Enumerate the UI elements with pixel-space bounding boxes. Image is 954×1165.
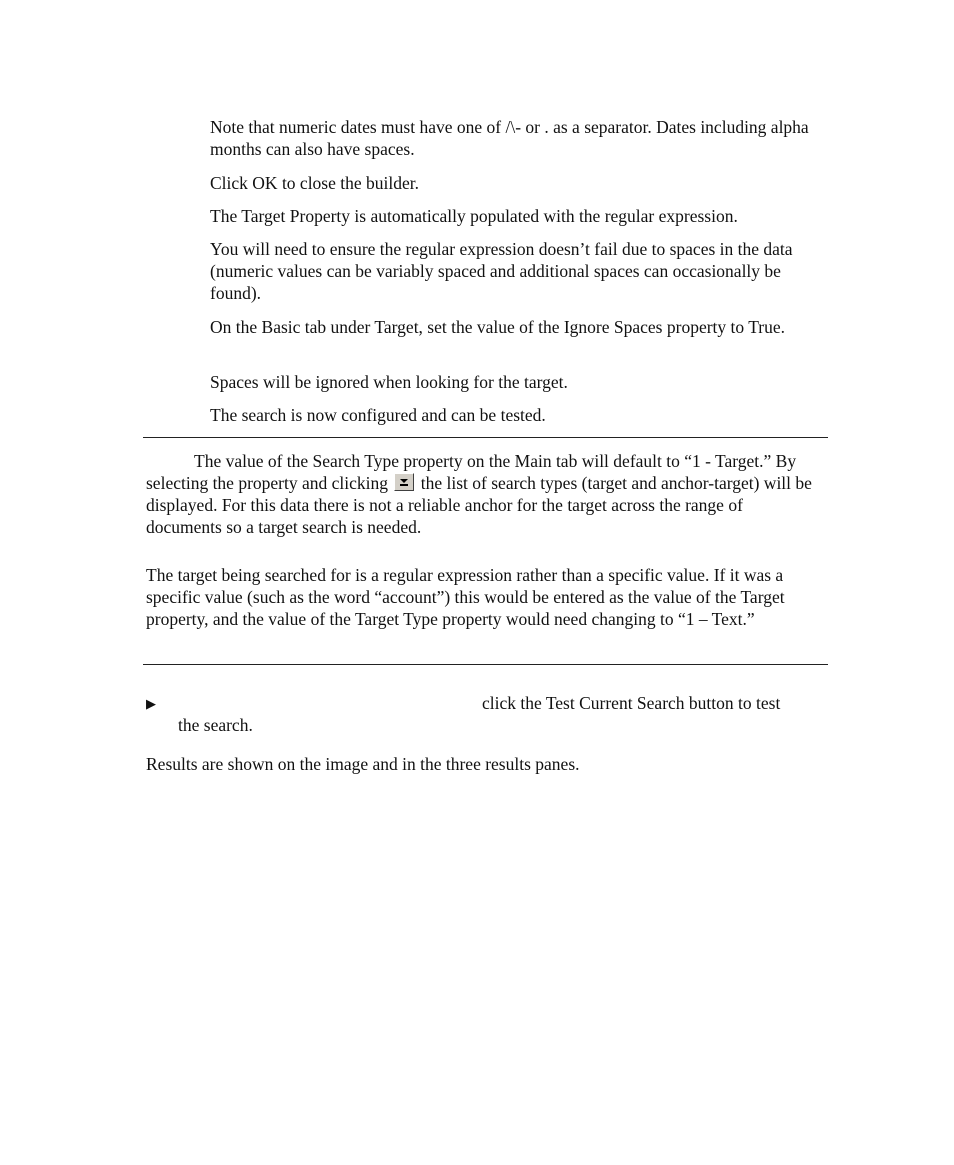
note-top-rule: [143, 437, 828, 438]
note-text-after: the list of search types (target and anchor-target) will be displayed. For this data there is not a reliable anchor for the target across the range of documents so a target search is needed.: [146, 473, 812, 537]
step-text: On the Basic tab under Target, set the value of the Ignore Spaces property to True.: [210, 317, 785, 337]
note-paragraph: The target being searched for is a regular expression rather than a specific value. If it was a specific value (such as the word “account”) this would be entered as the value of the Target property, and the value of the Target Type property would need changing to “1 – Text.”: [146, 565, 785, 629]
step-text: You will need to ensure the regular expression doesn’t fail due to spaces in the data (numeric values can be variably spaced and additional spaces can occasionally be found).: [210, 239, 793, 303]
dropdown-arrow-icon: [394, 473, 414, 491]
step-text: The Target Property is automatically populated with the regular expression.: [210, 206, 738, 226]
procedure-step-continuation: the search.: [178, 715, 253, 735]
step-text: The search is now configured and can be tested.: [210, 405, 546, 425]
step-text: Note that numeric dates must have one of /\- or . as a separator. Dates including alpha months can also have spaces.: [210, 117, 809, 159]
note-paragraph: [146, 450, 822, 538]
note-bottom-rule: [143, 664, 828, 665]
step-text: Spaces will be ignored when looking for the target.: [210, 372, 568, 392]
result-text: Results are shown on the image and in the three results panes.: [146, 754, 580, 774]
step-text: Click OK to close the builder.: [210, 173, 419, 193]
procedure-step: click the Test Current Search button to test: [482, 693, 781, 713]
note-text-before: The value of the Search Type property on the Main tab will default to “1 - Target.” By selecting the property and clicking: [146, 451, 797, 493]
bullet-arrow-icon: ▶: [146, 696, 156, 711]
